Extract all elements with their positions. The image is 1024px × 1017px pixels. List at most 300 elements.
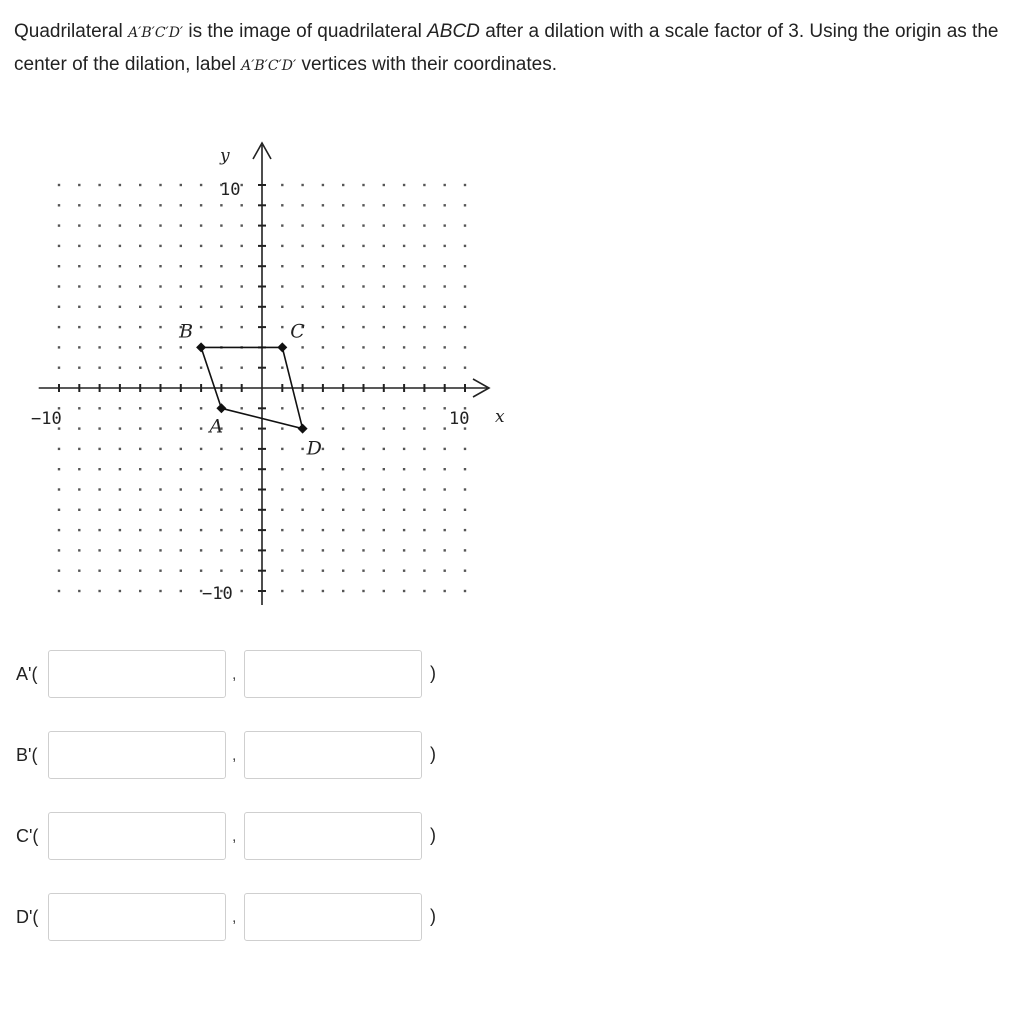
grid-dot	[444, 245, 446, 247]
grid-dot	[322, 346, 324, 348]
grid-dot	[444, 590, 446, 592]
grid-dot	[119, 326, 121, 328]
grid-dot	[78, 346, 80, 348]
grid-dot	[362, 509, 364, 511]
grid-dot	[98, 326, 100, 328]
grid-dot	[180, 427, 182, 429]
grid-dot	[159, 346, 161, 348]
grid-dot	[362, 204, 364, 206]
vertex-point-d	[298, 424, 308, 434]
grid-dot	[322, 448, 324, 450]
grid-dot	[220, 204, 222, 206]
grid-dot	[78, 407, 80, 409]
grid-dot	[139, 367, 141, 369]
grid-dot	[119, 245, 121, 247]
grid-dot	[403, 407, 405, 409]
grid-dot	[78, 427, 80, 429]
grid-dot	[119, 549, 121, 551]
grid-dot	[241, 488, 243, 490]
grid-dot	[78, 265, 80, 267]
grid-dot	[464, 549, 466, 551]
grid-dot	[403, 529, 405, 531]
grid-dot	[159, 570, 161, 572]
grid-dot	[322, 306, 324, 308]
grid-dot	[444, 285, 446, 287]
vertex-label-a: A	[209, 415, 224, 438]
answer-comma: ,	[232, 828, 237, 845]
answer-label-c: C'(	[16, 826, 39, 846]
grid-dot	[58, 488, 60, 490]
grid-dot	[362, 285, 364, 287]
grid-dot	[139, 448, 141, 450]
grid-dot	[78, 590, 80, 592]
grid-dot	[200, 265, 202, 267]
grid-dot	[342, 529, 344, 531]
grid-dot	[444, 367, 446, 369]
grid-dot	[281, 570, 283, 572]
grid-dot	[444, 184, 446, 186]
grid-dot	[139, 326, 141, 328]
answer-close-paren: )	[430, 744, 436, 764]
grid-dot	[98, 529, 100, 531]
grid-dot	[200, 245, 202, 247]
a-prime-x-input[interactable]	[48, 650, 226, 698]
grid-dot	[98, 570, 100, 572]
grid-dot	[464, 367, 466, 369]
grid-dot	[342, 590, 344, 592]
grid-dot	[180, 549, 182, 551]
grid-dot	[241, 570, 243, 572]
grid-dot	[281, 367, 283, 369]
grid-dot	[180, 488, 182, 490]
vertex-point-c	[277, 342, 287, 352]
grid-dot	[159, 245, 161, 247]
grid-dot	[342, 570, 344, 572]
grid-dot	[119, 265, 121, 267]
grid-dot	[464, 529, 466, 531]
grid-dot	[78, 468, 80, 470]
grid-dot	[444, 468, 446, 470]
grid-dot	[78, 570, 80, 572]
grid-dot	[342, 448, 344, 450]
grid-dot	[403, 468, 405, 470]
grid-dot	[444, 346, 446, 348]
grid-dot	[58, 245, 60, 247]
grid-dot	[423, 448, 425, 450]
grid-dot	[78, 509, 80, 511]
grid-dot	[119, 184, 121, 186]
grid-dot	[301, 590, 303, 592]
grid-dot	[423, 184, 425, 186]
grid-dot	[342, 427, 344, 429]
grid-dot	[464, 326, 466, 328]
grid-dot	[403, 265, 405, 267]
grid-dot	[362, 488, 364, 490]
grid-dot	[180, 224, 182, 226]
grid-dot	[139, 549, 141, 551]
grid-dot	[78, 224, 80, 226]
grid-dot	[362, 224, 364, 226]
grid-dot	[281, 224, 283, 226]
grid-dot	[383, 509, 385, 511]
grid-dot	[301, 265, 303, 267]
grid-dot	[342, 265, 344, 267]
grid-dot	[241, 367, 243, 369]
grid-dot	[200, 549, 202, 551]
grid-dot	[281, 184, 283, 186]
grid-dot	[362, 306, 364, 308]
grid-dot	[180, 529, 182, 531]
grid-dot	[281, 306, 283, 308]
grid-dot	[98, 245, 100, 247]
grid-dot	[403, 367, 405, 369]
grid-dot	[301, 549, 303, 551]
grid-dot	[139, 488, 141, 490]
grid-dot	[98, 204, 100, 206]
grid-dot	[220, 265, 222, 267]
grid-dot	[98, 184, 100, 186]
grid-dot	[220, 367, 222, 369]
grid-dot	[423, 529, 425, 531]
original-quadrilateral-name: ABCD	[427, 21, 480, 42]
grid-dot	[403, 488, 405, 490]
grid-dot	[322, 245, 324, 247]
grid-dot	[78, 245, 80, 247]
grid-dot	[200, 468, 202, 470]
grid-dot	[403, 245, 405, 247]
grid-dot	[159, 427, 161, 429]
grid-dot	[444, 407, 446, 409]
grid-dot	[464, 346, 466, 348]
grid-dot	[180, 204, 182, 206]
grid-dot	[220, 488, 222, 490]
grid-dot	[322, 549, 324, 551]
grid-dot	[78, 184, 80, 186]
grid-dot	[180, 448, 182, 450]
c-prime-x-input[interactable]	[48, 812, 226, 860]
grid-dot	[119, 448, 121, 450]
grid-dot	[281, 427, 283, 429]
grid-dot	[301, 448, 303, 450]
grid-dot	[383, 549, 385, 551]
grid-dot	[180, 306, 182, 308]
answer-label-d: D'(	[16, 907, 39, 927]
b-prime-y-input[interactable]	[244, 731, 422, 779]
grid-dot	[241, 448, 243, 450]
grid-dot	[119, 570, 121, 572]
grid-dot	[383, 427, 385, 429]
grid-dot	[362, 529, 364, 531]
grid-dot	[220, 570, 222, 572]
grid-dot	[423, 285, 425, 287]
grid-dot	[464, 448, 466, 450]
answer-close-paren: )	[430, 663, 436, 683]
grid-dot	[58, 346, 60, 348]
grid-dot	[139, 590, 141, 592]
grid-dot	[322, 570, 324, 572]
grid-dot	[423, 346, 425, 348]
grid-dot	[423, 367, 425, 369]
grid-dot	[159, 529, 161, 531]
coordinate-graph	[30, 130, 520, 610]
grid-dot	[322, 468, 324, 470]
grid-dot	[200, 529, 202, 531]
grid-dot	[180, 285, 182, 287]
grid-dot	[383, 448, 385, 450]
grid-dot	[464, 204, 466, 206]
grid-dot	[322, 285, 324, 287]
grid-dot	[98, 224, 100, 226]
grid-dot	[119, 306, 121, 308]
grid-dot	[383, 245, 385, 247]
grid-dot	[444, 509, 446, 511]
grid-dot	[180, 245, 182, 247]
answer-label-b: B'(	[16, 745, 38, 765]
grid-dot	[342, 488, 344, 490]
grid-dot	[78, 448, 80, 450]
grid-dot	[444, 306, 446, 308]
grid-dot	[342, 184, 344, 186]
grid-dot	[403, 448, 405, 450]
grid-dot	[322, 204, 324, 206]
grid-dot	[423, 407, 425, 409]
grid-dot	[139, 407, 141, 409]
grid-dot	[322, 184, 324, 186]
answer-close-paren: )	[430, 906, 436, 926]
grid-dot	[159, 549, 161, 551]
grid-dot	[322, 488, 324, 490]
grid-dot	[423, 488, 425, 490]
grid-dot	[119, 509, 121, 511]
grid-dot	[220, 306, 222, 308]
answer-comma: ,	[232, 747, 237, 764]
grid-dot	[281, 488, 283, 490]
grid-dot	[301, 407, 303, 409]
grid-dot	[444, 570, 446, 572]
grid-dot	[403, 427, 405, 429]
grid-dot	[119, 407, 121, 409]
grid-dot	[159, 590, 161, 592]
vertex-label-c: C	[290, 320, 305, 343]
grid-dot	[383, 285, 385, 287]
grid-dot	[139, 245, 141, 247]
grid-dot	[180, 184, 182, 186]
grid-dot	[423, 468, 425, 470]
grid-dot	[159, 184, 161, 186]
grid-dot	[200, 448, 202, 450]
grid-dot	[159, 448, 161, 450]
grid-dot	[322, 509, 324, 511]
grid-dot	[200, 367, 202, 369]
grid-dot	[200, 306, 202, 308]
x-min-tick-label: −10	[31, 409, 62, 429]
grid-dot	[322, 265, 324, 267]
grid-dot	[464, 590, 466, 592]
grid-dot	[139, 509, 141, 511]
grid-dot	[322, 407, 324, 409]
grid-dot	[322, 529, 324, 531]
grid-dot	[159, 326, 161, 328]
grid-dot	[159, 224, 161, 226]
grid-dot	[139, 224, 141, 226]
grid-dot	[241, 549, 243, 551]
grid-dot	[98, 285, 100, 287]
grid-dot	[362, 549, 364, 551]
x-axis-label: x	[495, 407, 505, 427]
grid-dot	[362, 407, 364, 409]
grid-dot	[58, 204, 60, 206]
grid-dot	[180, 509, 182, 511]
grid-dot	[139, 265, 141, 267]
grid-dot	[180, 590, 182, 592]
grid-dot	[281, 265, 283, 267]
grid-dot	[98, 427, 100, 429]
grid-dot	[423, 245, 425, 247]
grid-dot	[139, 184, 141, 186]
grid-dot	[58, 509, 60, 511]
grid-dot	[322, 224, 324, 226]
grid-dot	[362, 590, 364, 592]
grid-dot	[220, 245, 222, 247]
grid-dot	[220, 549, 222, 551]
grid-dot	[241, 326, 243, 328]
grid-dot	[322, 326, 324, 328]
grid-dot	[444, 448, 446, 450]
grid-dot	[403, 509, 405, 511]
grid-dot	[362, 346, 364, 348]
question-text	[14, 16, 1004, 82]
grid-dot	[58, 549, 60, 551]
grid-dot	[281, 448, 283, 450]
grid-dot	[464, 570, 466, 572]
answer-label-a: A'(	[16, 664, 38, 684]
grid-dot	[200, 407, 202, 409]
grid-dot	[322, 367, 324, 369]
grid-dot	[383, 184, 385, 186]
answer-close-paren: )	[430, 825, 436, 845]
question-part3: after a dilation with a scale factor of 3. Using the origin as the center of the dilation, label	[14, 21, 999, 75]
grid-dot	[241, 224, 243, 226]
grid-dot	[464, 224, 466, 226]
grid-dot	[301, 346, 303, 348]
grid-dot	[464, 509, 466, 511]
grid-dot	[383, 529, 385, 531]
grid-dot	[119, 204, 121, 206]
d-prime-x-input[interactable]	[48, 893, 226, 941]
grid-dot	[119, 529, 121, 531]
grid-dot	[281, 326, 283, 328]
grid-dot	[98, 407, 100, 409]
grid-dot	[241, 509, 243, 511]
grid-dot	[180, 570, 182, 572]
d-prime-y-input[interactable]	[244, 893, 422, 941]
grid-dot	[403, 204, 405, 206]
grid-dot	[58, 367, 60, 369]
grid-dot	[220, 224, 222, 226]
grid-dot	[139, 570, 141, 572]
grid-dot	[464, 468, 466, 470]
grid-dot	[241, 245, 243, 247]
grid-dot	[444, 204, 446, 206]
grid-dot	[180, 407, 182, 409]
grid-dot	[119, 285, 121, 287]
grid-dot	[139, 306, 141, 308]
grid-dot	[58, 326, 60, 328]
b-prime-x-input[interactable]	[48, 731, 226, 779]
grid-dot	[444, 265, 446, 267]
grid-dot	[98, 468, 100, 470]
grid-dot	[119, 590, 121, 592]
grid-dot	[78, 549, 80, 551]
grid-dot	[58, 306, 60, 308]
grid-dot	[241, 590, 243, 592]
grid-dot	[464, 488, 466, 490]
grid-dot	[98, 509, 100, 511]
grid-dot	[423, 306, 425, 308]
grid-dot	[98, 306, 100, 308]
grid-dot	[342, 407, 344, 409]
grid-dot	[119, 488, 121, 490]
grid-dot	[301, 184, 303, 186]
grid-dot	[383, 468, 385, 470]
grid-dot	[403, 285, 405, 287]
grid-dot	[383, 488, 385, 490]
grid-dot	[58, 448, 60, 450]
grid-dot	[281, 529, 283, 531]
grid-dot	[119, 427, 121, 429]
grid-dot	[423, 509, 425, 511]
grid-dot	[220, 285, 222, 287]
grid-dot	[78, 326, 80, 328]
grid-dot	[342, 245, 344, 247]
grid-dot	[180, 265, 182, 267]
grid-dot	[241, 184, 243, 186]
grid-dot	[241, 204, 243, 206]
grid-dot	[98, 488, 100, 490]
grid-dot	[200, 570, 202, 572]
grid-dot	[200, 184, 202, 186]
grid-dot	[342, 509, 344, 511]
grid-dot	[119, 367, 121, 369]
grid-dot	[383, 265, 385, 267]
grid-dot	[383, 407, 385, 409]
grid-dot	[383, 570, 385, 572]
grid-dot	[220, 529, 222, 531]
grid-dot	[159, 367, 161, 369]
grid-dot	[403, 224, 405, 226]
grid-dot	[464, 306, 466, 308]
grid-dot	[403, 326, 405, 328]
grid-dot	[159, 509, 161, 511]
grid-dot	[383, 367, 385, 369]
grid-dot	[464, 184, 466, 186]
grid-dot	[220, 509, 222, 511]
a-prime-y-input[interactable]	[244, 650, 422, 698]
grid-dot	[220, 326, 222, 328]
grid-dot	[78, 529, 80, 531]
grid-dot	[444, 224, 446, 226]
grid-dot	[58, 570, 60, 572]
grid-dot	[444, 529, 446, 531]
grid-dot	[200, 427, 202, 429]
grid-dot	[423, 570, 425, 572]
grid-dot	[119, 346, 121, 348]
grid-dot	[444, 549, 446, 551]
grid-dot	[281, 590, 283, 592]
c-prime-y-input[interactable]	[244, 812, 422, 860]
grid-dot	[362, 245, 364, 247]
grid-dot	[58, 529, 60, 531]
